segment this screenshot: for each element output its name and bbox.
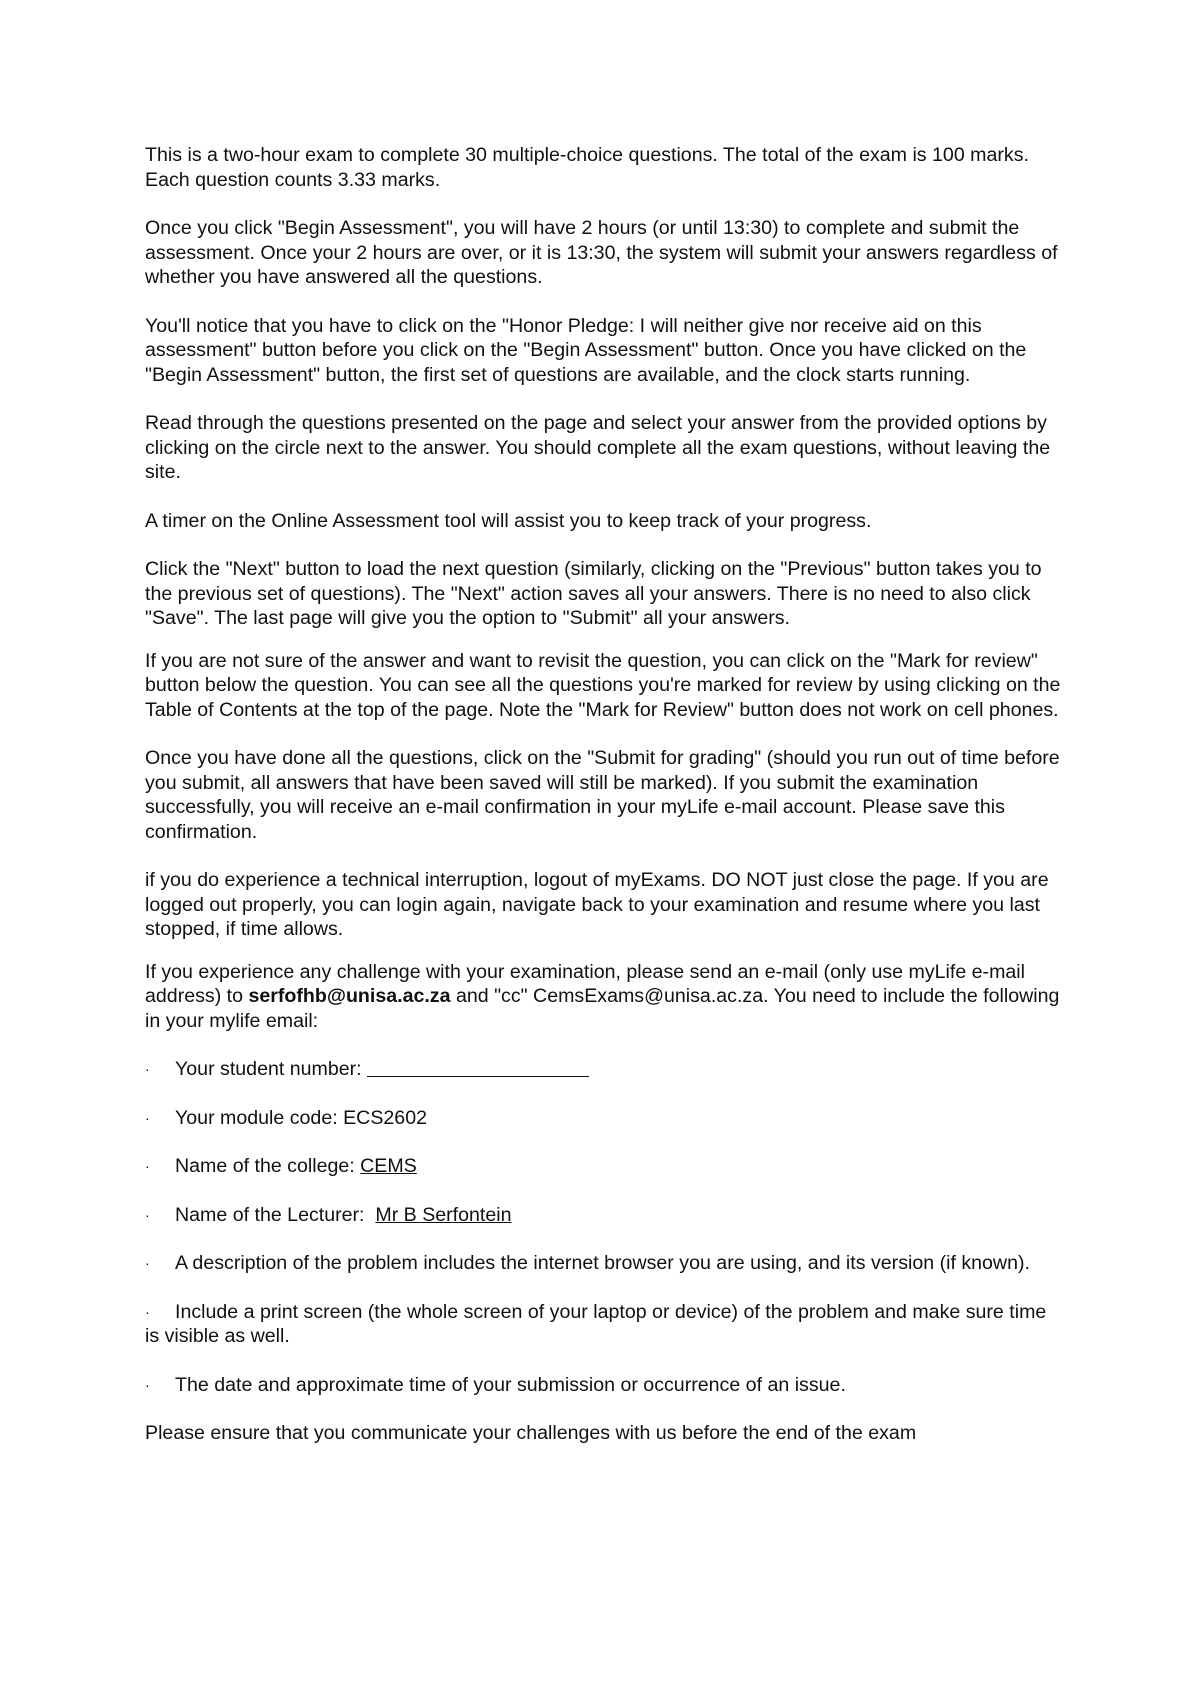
date-time-text: The date and approximate time of your submission or occurrence of an issue. — [175, 1373, 846, 1396]
timer-paragraph: A timer on the Online Assessment tool will assist you to keep track of your progress. — [145, 509, 872, 532]
lecturer-email-link[interactable]: serfofhb@unisa.ac.za — [248, 985, 451, 1007]
bullet-dot: · — [145, 1255, 150, 1271]
module-code-text: Your module code: ECS2602 — [175, 1106, 427, 1129]
list-item-student-number — [145, 1057, 1065, 1082]
list-item-print-screen — [145, 1300, 1065, 1349]
bullet-dot: · — [145, 1376, 150, 1393]
mark-for-review-paragraph: If you are not sure of the answer and want to revisit the question, you can click on the "Mark for review" button below the question. You can see all the questions you're marked for review by using clicking on the Table of Contents at the top of the page. Note the "Mark for Review" button does not work on cell phones. — [145, 649, 1061, 721]
bullet-dot: · — [145, 1206, 150, 1223]
navigation-paragraph: Click the "Next" button to load the next question (similarly, clicking on the "Previous" button takes you to the previous set of questions). The "Next" action saves all your answers. There is no need to also click "Save". The last page will give you the option to "Submit" all your answers. — [145, 558, 1042, 629]
list-item-college — [145, 1154, 1065, 1179]
contact-text-start: If you experience any challenge with your examination, please send an e-mail (only use myLife e-mail address) to — [145, 960, 1026, 1007]
bullet-dot: · — [145, 1303, 150, 1320]
submit-paragraph: Once you have done all the questions, click on the "Submit for grading" (should you run out of time before you submit, all answers that have been saved will still be marked). If you submit the examination successfully, you will receive an e-mail confirmation in your myLife e-mail account. Please save this confirmation. — [145, 747, 1060, 843]
exam-overview-paragraph: This is a two-hour exam to complete 30 multiple-choice questions. The total of the exam is 100 marks. Each question counts 3.33 marks. — [145, 144, 1029, 191]
lecturer-label: Name of the Lecturer: — [175, 1203, 376, 1226]
begin-assessment-paragraph: Once you click "Begin Assessment", you will have 2 hours (or until 13:30) to complete and submit the assessment. Once your 2 hours are over, or it is 13:30, the system will submit your answers regardless of whether you have answered all the questions. — [145, 217, 1058, 288]
student-number-label: Your student number: — [175, 1058, 368, 1080]
bullet-dot: · — [145, 1109, 150, 1126]
document-page — [145, 143, 1065, 1470]
list-item-module-code — [145, 1106, 1065, 1131]
bullet-dot: · — [145, 1061, 150, 1077]
list-item-date-time — [145, 1373, 1065, 1398]
problem-description-text: A description of the problem includes the internet browser you are using, and its version (if known). — [175, 1252, 1030, 1274]
list-item-lecturer — [145, 1203, 1065, 1228]
technical-interruption-paragraph: if you do experience a technical interruption, logout of myExams. DO NOT just close the page. If you are logged out properly, you can login again, navigate back to your examination and resume where you last stopped, if time allows. — [145, 869, 1049, 940]
closing-paragraph: Please ensure that you communicate your challenges with us before the end of the exam — [145, 1422, 917, 1444]
bullet-dot: · — [145, 1158, 150, 1174]
college-value: CEMS — [360, 1155, 417, 1177]
college-label: Name of the college: — [175, 1155, 361, 1177]
honor-pledge-paragraph: You'll notice that you have to click on the "Honor Pledge: I will neither give nor receive aid on this assessment" button before you click on the "Begin Assessment" button. Once you have clicked on the "Begin Assessment" button, the first set of questions are available, and the clock starts running. — [145, 314, 1027, 386]
list-item-problem-description — [145, 1251, 1065, 1276]
print-screen-text: Include a print screen (the whole screen of your laptop or device) of the problem and make sure time is visible as well. — [145, 1300, 1047, 1347]
contact-paragraph — [145, 960, 1065, 1034]
lecturer-value: Mr B Serfontein — [375, 1203, 512, 1226]
contact-text-end: and "cc" CemsExams@unisa.ac.za. You need to include the following in your mylife email: — [145, 985, 1060, 1032]
student-number-blank — [367, 1058, 589, 1077]
answer-selection-paragraph: Read through the questions presented on the page and select your answer from the provided options by clicking on the circle next to the answer. You should complete all the exam questions, without leaving the site. — [145, 412, 1051, 483]
